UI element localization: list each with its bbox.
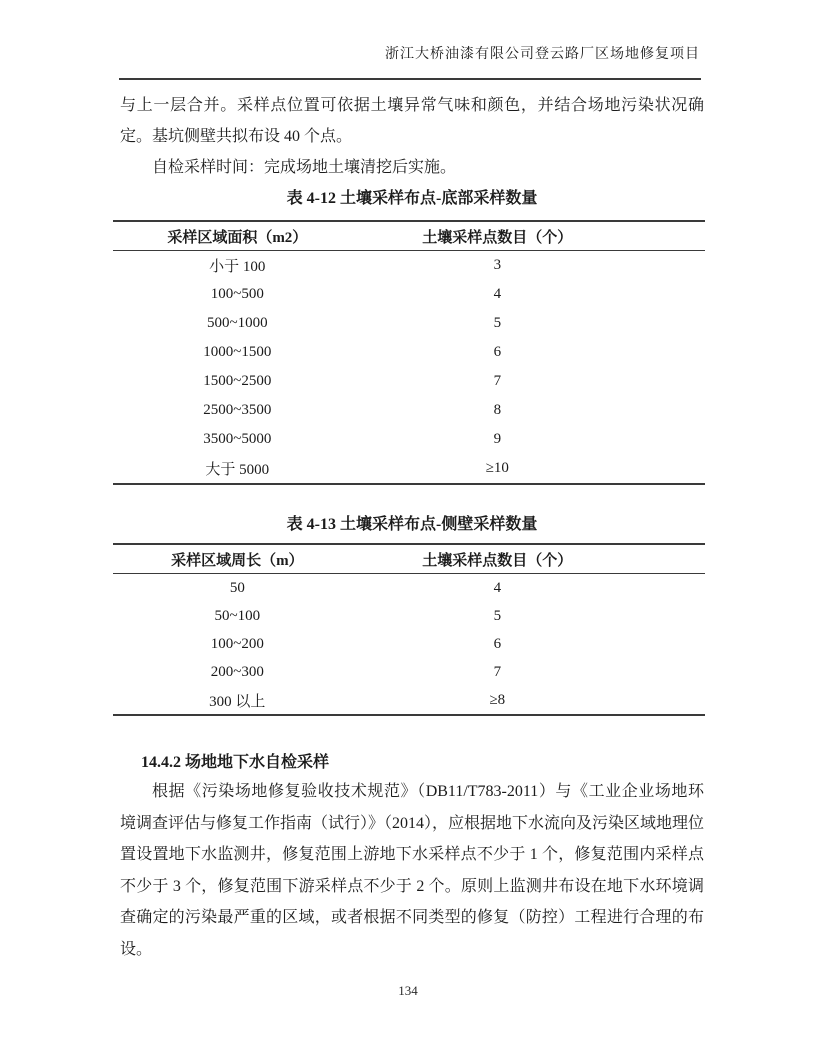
table-header-row bbox=[113, 221, 705, 251]
table-row bbox=[113, 454, 705, 484]
table-row bbox=[113, 686, 705, 715]
table-cell: 1500~2500 bbox=[203, 373, 272, 389]
table-row bbox=[113, 396, 705, 425]
table-cell: 6 bbox=[493, 344, 502, 360]
table-body bbox=[113, 251, 705, 485]
table-cell: 5 bbox=[493, 607, 502, 624]
table-cell: 9 bbox=[493, 431, 502, 447]
table-cell: 3 bbox=[493, 257, 502, 273]
table-cell: 100~500 bbox=[210, 286, 264, 302]
table-cell: ≥8 bbox=[489, 691, 506, 708]
table-cell: 7 bbox=[493, 663, 502, 680]
table-row bbox=[113, 574, 705, 603]
table-row bbox=[113, 338, 705, 367]
table-cell: 100~200 bbox=[210, 635, 264, 652]
page-header bbox=[0, 0, 816, 80]
column-header-perimeter: 采样区域周长（m） bbox=[171, 552, 304, 569]
table-header-row bbox=[113, 544, 705, 574]
table-row bbox=[113, 658, 705, 686]
table-cell: 50 bbox=[229, 579, 245, 596]
table-cell: 8 bbox=[493, 402, 502, 418]
page-body bbox=[120, 90, 704, 965]
table-row bbox=[113, 367, 705, 396]
running-header-title: 浙江大桥油漆有限公司登云路厂区场地修复项目 bbox=[385, 47, 700, 62]
table-row bbox=[113, 425, 705, 454]
column-header-area: 采样区域面积（m2） bbox=[167, 229, 308, 246]
column-header-points: 土壤采样点数目（个） bbox=[422, 552, 573, 569]
table-row bbox=[113, 630, 705, 658]
paragraph-self-check-time: 自检采样时间：完成场地土壤清挖后实施。 bbox=[152, 159, 457, 176]
table-body bbox=[113, 574, 705, 716]
table-4-12-title: 表 4-12 土壤采样布点-底部采样数量 bbox=[286, 190, 538, 207]
header-rule bbox=[119, 78, 701, 80]
table-cell: 300 以上 bbox=[209, 693, 266, 710]
table-row bbox=[113, 280, 705, 309]
table-cell: 7 bbox=[493, 373, 502, 389]
table-cell: 小于 100 bbox=[209, 259, 266, 275]
table-cell: 50~100 bbox=[214, 607, 261, 624]
table-cell: 4 bbox=[493, 579, 502, 596]
page-number: 134 bbox=[398, 983, 418, 998]
table-4-13-title: 表 4-13 土壤采样布点-侧壁采样数量 bbox=[286, 516, 538, 533]
table-cell: ≥10 bbox=[485, 460, 509, 476]
table-cell: 4 bbox=[493, 286, 502, 302]
section-paragraph-groundwater: 根据《污染场地修复验收技术规范》（DB11/T783-2011）与《工业企业场地环境调查评估与修复工作指南（试行）》（2014），应根据地下水流向及污染区域地理位置设置地下水监测井，修复范围上游地下水采样点不少于 1 个，修复范围内采样点不少于 3 个，修复范围下游采样点不少于 2 个。原则上监测井布设在地下水环境调查确定的污染最严重的区域，或者根据不同类型的修复（防控）工程进行合理的布设。 bbox=[120, 783, 705, 958]
table-4-13-sidewall-sampling bbox=[113, 543, 705, 716]
table-cell: 1000~1500 bbox=[203, 344, 272, 360]
table-cell: 5 bbox=[493, 315, 502, 331]
table-cell: 6 bbox=[493, 635, 502, 652]
table-cell: 大于 5000 bbox=[205, 462, 270, 478]
table-cell: 2500~3500 bbox=[203, 402, 272, 418]
table-row bbox=[113, 309, 705, 338]
table-row bbox=[113, 602, 705, 630]
table-cell: 3500~5000 bbox=[203, 431, 272, 447]
column-header-points: 土壤采样点数目（个） bbox=[422, 229, 573, 246]
table-row bbox=[113, 251, 705, 281]
table-cell: 500~1000 bbox=[207, 315, 268, 331]
table-cell: 200~300 bbox=[210, 663, 264, 680]
paragraph-soil-sampling: 与上一层合并。采样点位置可依据土壤异常气味和颜色，并结合场地污染状况确定。基坑侧壁共拟布设 40 个点。 bbox=[120, 97, 704, 145]
table-4-12-bottom-sampling bbox=[113, 220, 705, 485]
section-heading-14-4-2: 14.4.2 场地地下水自检采样 bbox=[141, 754, 330, 771]
